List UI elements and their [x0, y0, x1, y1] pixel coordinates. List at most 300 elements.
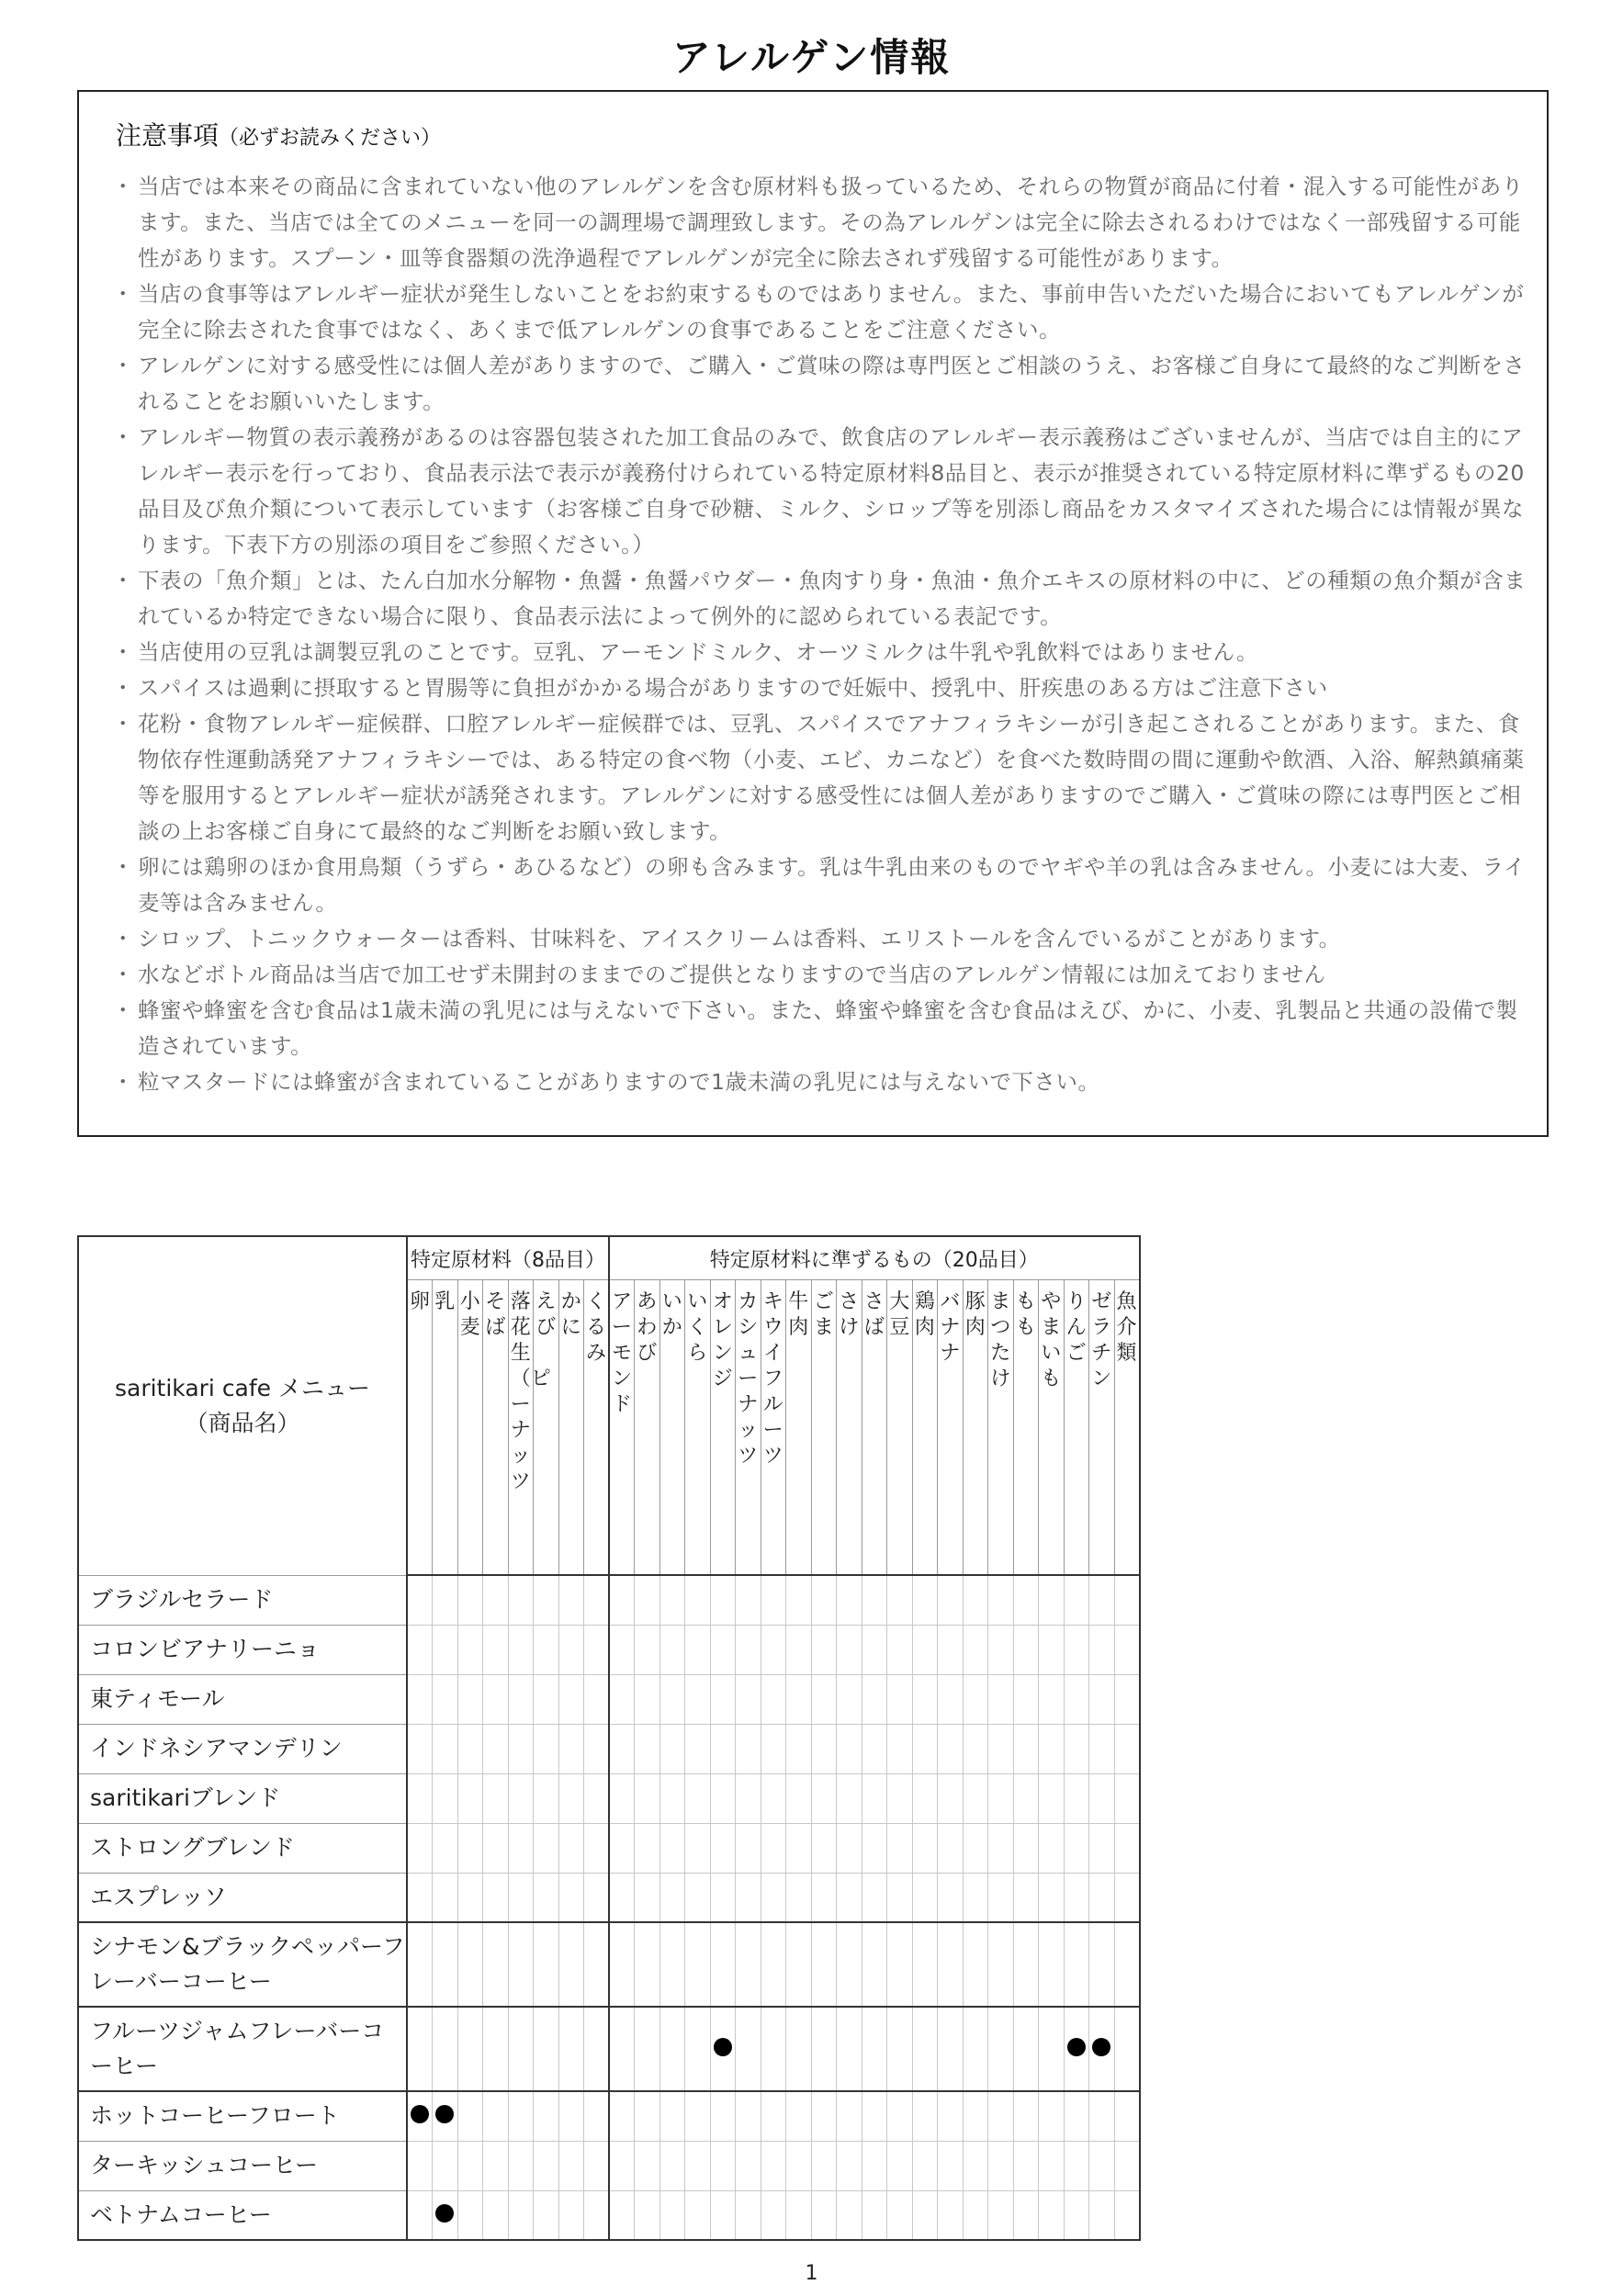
allergen-cell	[938, 1724, 964, 1773]
allergen-cell	[1089, 2190, 1115, 2240]
allergen-header	[483, 1280, 509, 1576]
allergen-cell	[761, 1625, 786, 1674]
allergen-cell	[1089, 2007, 1115, 2091]
allergen-cell	[862, 1773, 887, 1823]
allergen-label: あわび	[637, 1290, 658, 1365]
allergen-cell	[407, 1625, 433, 1674]
allergen-cell	[635, 1674, 660, 1724]
allergen-cell	[710, 1773, 736, 1823]
allergen-cell	[1064, 2190, 1089, 2240]
allergen-cell	[433, 2091, 458, 2141]
menu-item-name: コロンビアナリーニョ	[78, 1625, 407, 1674]
allergen-cell	[862, 2190, 887, 2240]
allergen-cell	[508, 2091, 534, 2141]
allergen-cell	[887, 1674, 913, 1724]
allergen-cell	[786, 1922, 812, 2007]
allergen-header	[912, 1280, 938, 1576]
allergen-cell	[761, 2141, 786, 2190]
allergen-cell	[508, 1873, 534, 1922]
allergen-cell	[685, 2091, 711, 2141]
allergen-header	[534, 1280, 559, 1576]
allergen-header	[584, 1280, 610, 1576]
menu-item-name: ストロングブレンド	[78, 1823, 407, 1873]
allergen-cell	[483, 1773, 509, 1823]
allergen-cell	[963, 1575, 988, 1625]
allergen-header	[811, 1280, 837, 1576]
allergen-cell	[558, 2141, 584, 2190]
notice-item: ・ 当店の食事等はアレルギー症状が発生しないことをお約束するものではありません。また、事前申告いただいた場合においてもアレルゲンが完全に除去された食事ではなく、あくまで低アレルゲンの食事であることをご注意ください。	[116, 276, 1534, 348]
allergen-cell	[558, 1922, 584, 2007]
allergen-cell	[1013, 1674, 1039, 1724]
allergen-cell	[508, 1724, 534, 1773]
allergen-cell	[887, 1873, 913, 1922]
allergen-cell	[786, 1823, 812, 1873]
allergen-label: さば	[863, 1290, 885, 1339]
menu-row	[78, 1575, 1140, 1625]
menu-item-name: ホットコーヒーフロート	[78, 2091, 407, 2141]
allergen-cell	[609, 2007, 635, 2091]
menu-row	[78, 1823, 1140, 1873]
allergen-cell	[635, 1773, 660, 1823]
menu-row	[78, 2007, 1140, 2091]
allergen-cell	[685, 1674, 711, 1724]
allergen-cell	[659, 1773, 685, 1823]
allergen-cell	[433, 1773, 458, 1823]
notice-box	[77, 90, 1549, 1137]
allergen-label: カシューナッツ	[738, 1290, 759, 1468]
allergen-cell	[558, 1724, 584, 1773]
allergen-cell	[887, 1724, 913, 1773]
allergen-cell	[862, 1575, 887, 1625]
allergen-cell	[457, 1625, 483, 1674]
allergen-label: ごま	[813, 1290, 834, 1339]
allergen-label: くるみ	[586, 1290, 607, 1365]
notice-item: ・ アレルゲンに対する感受性には個人差がありますので、ご購入・ご賞味の際は専門医とご相談のうえ、お客様ご自身にて最終的なご判断をされることをお願いいたします。	[116, 348, 1534, 420]
allergen-cell	[1089, 2091, 1115, 2141]
allergen-header	[938, 1280, 964, 1576]
allergen-cell	[659, 1873, 685, 1922]
allergen-cell	[811, 1823, 837, 1873]
allergen-header	[685, 1280, 711, 1576]
group-header-equivalent: 特定原材料に準ずるもの（20品目）	[609, 1236, 1140, 1280]
allergen-cell	[508, 1575, 534, 1625]
allergen-cell	[433, 1922, 458, 2007]
allergen-cell	[710, 2007, 736, 2091]
menu-row	[78, 2190, 1140, 2240]
allergen-cell	[862, 2091, 887, 2141]
allergen-cell	[685, 2141, 711, 2190]
allergen-cell	[635, 1575, 660, 1625]
allergen-cell	[1039, 1873, 1065, 1922]
allergen-cell	[609, 1873, 635, 1922]
allergen-cell	[837, 2091, 862, 2141]
allergen-header	[837, 1280, 862, 1576]
allergen-cell	[887, 1625, 913, 1674]
allergen-cell	[710, 1724, 736, 1773]
allergen-cell	[912, 1575, 938, 1625]
allergen-cell	[1064, 2141, 1089, 2190]
allergen-cell	[1013, 1724, 1039, 1773]
allergen-cell	[407, 1575, 433, 1625]
allergen-cell	[811, 1674, 837, 1724]
allergen-cell	[862, 2141, 887, 2190]
allergen-cell	[887, 2190, 913, 2240]
allergen-label: りんご	[1065, 1290, 1087, 1365]
notice-heading	[116, 116, 1534, 152]
allergen-cell	[811, 1922, 837, 2007]
allergen-cell	[508, 1823, 534, 1873]
allergen-cell	[558, 1873, 584, 1922]
allergen-cell	[736, 2091, 761, 2141]
allergen-cell	[912, 2190, 938, 2240]
allergen-cell	[811, 2141, 837, 2190]
allergen-cell	[1114, 1773, 1140, 1823]
allergen-cell	[1114, 2190, 1140, 2240]
allergen-cell	[1089, 1625, 1115, 1674]
allergen-cell	[534, 2141, 559, 2190]
allergen-header	[736, 1280, 761, 1576]
allergen-cell	[534, 2091, 559, 2141]
allergen-cell	[938, 2091, 964, 2141]
allergen-cell	[483, 2091, 509, 2141]
allergen-cell	[407, 2190, 433, 2240]
allergen-cell	[811, 2007, 837, 2091]
allergen-cell	[710, 2141, 736, 2190]
allergen-label: そば	[485, 1290, 506, 1339]
contains-mark	[1092, 2038, 1110, 2056]
allergen-cell	[988, 1873, 1014, 1922]
allergen-cell	[710, 1625, 736, 1674]
allergen-cell	[407, 2007, 433, 2091]
menu-item-name: フルーツジャムフレーバーコーヒー	[78, 2007, 407, 2091]
notice-item: ・ 当店使用の豆乳は調製豆乳のことです。豆乳、アーモンドミルク、オーツミルクは牛乳や乳飲料ではありません。	[116, 635, 1534, 670]
allergen-cell	[635, 2190, 660, 2240]
menu-item-name: ブラジルセラード	[78, 1575, 407, 1625]
allergen-cell	[1013, 2141, 1039, 2190]
allergen-cell	[837, 2141, 862, 2190]
menu-item-name: エスプレッソ	[78, 1873, 407, 1922]
allergen-cell	[786, 1724, 812, 1773]
allergen-cell	[1089, 1674, 1115, 1724]
allergen-cell	[837, 1773, 862, 1823]
allergen-cell	[862, 2007, 887, 2091]
allergen-cell	[659, 2190, 685, 2240]
allergen-cell	[736, 1773, 761, 1823]
allergen-cell	[736, 2141, 761, 2190]
allergen-cell	[609, 2091, 635, 2141]
allergen-cell	[685, 1773, 711, 1823]
allergen-cell	[558, 2190, 584, 2240]
allergen-cell	[609, 1575, 635, 1625]
allergen-cell	[736, 1823, 761, 1873]
allergen-cell	[1064, 1823, 1089, 1873]
allergen-cell	[635, 2091, 660, 2141]
allergen-cell	[1039, 1823, 1065, 1873]
allergen-cell	[1114, 2091, 1140, 2141]
allergen-cell	[786, 1773, 812, 1823]
allergen-cell	[457, 1922, 483, 2007]
allergen-label: 牛肉	[788, 1290, 809, 1339]
allergen-cell	[988, 1625, 1014, 1674]
allergen-cell	[837, 1575, 862, 1625]
allergen-cell	[483, 1823, 509, 1873]
allergen-cell	[1013, 1823, 1039, 1873]
allergen-cell	[584, 1823, 610, 1873]
allergen-cell	[534, 1625, 559, 1674]
allergen-cell	[912, 2007, 938, 2091]
allergen-cell	[837, 1724, 862, 1773]
menu-row	[78, 1674, 1140, 1724]
page-number: 1	[805, 2262, 818, 2285]
allergen-cell	[685, 1625, 711, 1674]
allergen-cell	[988, 1922, 1014, 2007]
allergen-cell	[786, 1575, 812, 1625]
allergen-cell	[407, 1724, 433, 1773]
allergen-cell	[635, 1873, 660, 1922]
menu-row	[78, 1873, 1140, 1922]
allergen-cell	[609, 1674, 635, 1724]
allergen-cell	[1089, 1575, 1115, 1625]
allergen-cell	[887, 2141, 913, 2190]
allergen-table	[77, 1235, 1141, 2241]
allergen-header	[963, 1280, 988, 1576]
allergen-cell	[786, 1873, 812, 1922]
allergen-cell	[912, 2141, 938, 2190]
allergen-label: やまいも	[1041, 1290, 1062, 1390]
contains-mark	[435, 2204, 454, 2223]
allergen-label: 乳	[434, 1290, 456, 1313]
allergen-cell	[483, 2190, 509, 2240]
allergen-cell	[988, 1674, 1014, 1724]
allergen-cell	[887, 2091, 913, 2141]
allergen-cell	[887, 1773, 913, 1823]
allergen-cell	[483, 2007, 509, 2091]
allergen-cell	[736, 1724, 761, 1773]
allergen-cell	[635, 1922, 660, 2007]
allergen-cell	[1064, 1724, 1089, 1773]
allergen-cell	[963, 2007, 988, 2091]
allergen-cell	[736, 1575, 761, 1625]
allergen-cell	[862, 1873, 887, 1922]
allergen-label: いくら	[687, 1290, 708, 1365]
allergen-cell	[685, 2190, 711, 2240]
allergen-cell	[811, 1873, 837, 1922]
allergen-label: 小麦	[459, 1290, 480, 1339]
allergen-cell	[584, 1674, 610, 1724]
allergen-cell	[457, 1575, 483, 1625]
allergen-cell	[938, 1823, 964, 1873]
menu-row	[78, 1724, 1140, 1773]
allergen-cell	[457, 2091, 483, 2141]
allergen-cell	[963, 2091, 988, 2141]
allergen-cell	[433, 2141, 458, 2190]
menu-header-line2: （商品名）	[185, 1409, 300, 1436]
allergen-cell	[912, 1674, 938, 1724]
allergen-cell	[988, 1724, 1014, 1773]
allergen-cell	[1039, 1922, 1065, 2007]
allergen-cell	[659, 2091, 685, 2141]
allergen-cell	[887, 1823, 913, 1873]
allergen-cell	[407, 1823, 433, 1873]
allergen-cell	[938, 1625, 964, 1674]
allergen-cell	[938, 1674, 964, 1724]
allergen-cell	[938, 1773, 964, 1823]
allergen-cell	[1039, 1674, 1065, 1724]
allergen-cell	[862, 1674, 887, 1724]
allergen-cell	[534, 1922, 559, 2007]
allergen-cell	[938, 2190, 964, 2240]
allergen-cell	[534, 1823, 559, 1873]
allergen-cell	[685, 2007, 711, 2091]
allergen-cell	[534, 1873, 559, 1922]
allergen-cell	[457, 1773, 483, 1823]
allergen-cell	[534, 2190, 559, 2240]
allergen-header	[761, 1280, 786, 1576]
allergen-cell	[912, 1625, 938, 1674]
allergen-cell	[837, 1922, 862, 2007]
allergen-header	[558, 1280, 584, 1576]
allergen-cell	[609, 1823, 635, 1873]
allergen-cell	[1064, 2007, 1089, 2091]
notice-item: ・ 下表の「魚介類」とは、たん白加水分解物・魚醤・魚醤パウダー・魚肉すり身・魚油・魚介エキスの原材料の中に、どの種類の魚介類が含まれているか特定できない場合に限り、食品表示法によって例外的に認められている表記です。	[116, 563, 1534, 635]
allergen-cell	[736, 1674, 761, 1724]
allergen-cell	[1114, 2141, 1140, 2190]
allergen-cell	[483, 1625, 509, 1674]
allergen-cell	[558, 1823, 584, 1873]
allergen-table-body	[78, 1575, 1140, 2240]
allergen-cell	[963, 1823, 988, 1873]
allergen-label: キウイフルーツ	[762, 1290, 783, 1468]
allergen-cell	[659, 1823, 685, 1873]
allergen-cell	[584, 2141, 610, 2190]
menu-item-name: シナモン&ブラックペッパーフレーバーコーヒー	[78, 1922, 407, 2007]
allergen-cell	[1089, 1873, 1115, 1922]
allergen-cell	[1039, 1724, 1065, 1773]
allergen-cell	[786, 2007, 812, 2091]
allergen-cell	[963, 1873, 988, 1922]
allergen-cell	[887, 1575, 913, 1625]
allergen-cell	[710, 2091, 736, 2141]
allergen-cell	[433, 2190, 458, 2240]
allergen-cell	[786, 1674, 812, 1724]
allergen-cell	[988, 2190, 1014, 2240]
allergen-cell	[988, 1823, 1014, 1873]
allergen-header	[659, 1280, 685, 1576]
allergen-cell	[1013, 1922, 1039, 2007]
allergen-cell	[685, 1575, 711, 1625]
allergen-cell	[635, 1823, 660, 1873]
allergen-cell	[433, 1823, 458, 1873]
allergen-label: バナナ	[940, 1290, 961, 1365]
allergen-cell	[862, 1724, 887, 1773]
allergen-cell	[584, 2091, 610, 2141]
allergen-header	[609, 1280, 635, 1576]
allergen-cell	[584, 2007, 610, 2091]
allergen-cell	[887, 2007, 913, 2091]
allergen-cell	[963, 1922, 988, 2007]
allergen-cell	[534, 2007, 559, 2091]
allergen-cell	[508, 2141, 534, 2190]
allergen-cell	[811, 2190, 837, 2240]
allergen-cell	[584, 1773, 610, 1823]
allergen-cell	[1039, 1625, 1065, 1674]
allergen-cell	[1039, 2091, 1065, 2141]
allergen-label: 魚介類	[1116, 1290, 1137, 1365]
allergen-cell	[837, 1823, 862, 1873]
allergen-cell	[457, 1873, 483, 1922]
allergen-label: かに	[560, 1290, 581, 1339]
allergen-cell	[938, 2007, 964, 2091]
allergen-cell	[508, 1625, 534, 1674]
allergen-cell	[912, 1922, 938, 2007]
allergen-header	[1114, 1280, 1140, 1576]
allergen-cell	[988, 2141, 1014, 2190]
allergen-cell	[710, 1674, 736, 1724]
allergen-cell	[938, 1922, 964, 2007]
allergen-cell	[1089, 1724, 1115, 1773]
allergen-cell	[963, 1773, 988, 1823]
allergen-cell	[483, 1724, 509, 1773]
allergen-cell	[508, 1922, 534, 2007]
allergen-cell	[483, 1575, 509, 1625]
notice-item: ・ 当店では本来その商品に含まれていない他のアレルゲンを含む原材料も扱っているため、それらの物質が商品に付着・混入する可能性があります。また、当店では全てのメニューを同一の調理場で調理致します。その為アレルゲンは完全に除去されるわけではなく一部残留する可能性があります。スプーン・皿等食器類の洗浄過程でアレルゲンが完全に除去されず残留する可能性があります。	[116, 169, 1534, 276]
allergen-cell	[1064, 1922, 1089, 2007]
allergen-cell	[433, 1873, 458, 1922]
allergen-cell	[584, 1873, 610, 1922]
allergen-cell	[736, 2007, 761, 2091]
allergen-label: 大豆	[889, 1290, 910, 1339]
allergen-cell	[584, 1575, 610, 1625]
allergen-cell	[1114, 1922, 1140, 2007]
allergen-cell	[407, 2091, 433, 2141]
allergen-cell	[584, 1922, 610, 2007]
allergen-cell	[710, 1922, 736, 2007]
allergen-cell	[761, 1773, 786, 1823]
allergen-cell	[659, 1922, 685, 2007]
allergen-cell	[786, 2091, 812, 2141]
notice-item: ・ スパイスは過剰に摂取すると胃腸等に負担がかかる場合がありますので妊娠中、授乳中、肝疾患のある方はご注意下さい	[116, 670, 1534, 706]
allergen-cell	[659, 1724, 685, 1773]
allergen-cell	[710, 1823, 736, 1873]
menu-row	[78, 1922, 1140, 2007]
allergen-cell	[837, 2007, 862, 2091]
allergen-cell	[1089, 2141, 1115, 2190]
allergen-cell	[938, 2141, 964, 2190]
allergen-cell	[1039, 2190, 1065, 2240]
allergen-cell	[1114, 1674, 1140, 1724]
allergen-cell	[811, 1625, 837, 1674]
allergen-cell	[1114, 1724, 1140, 1773]
allergen-cell	[837, 1873, 862, 1922]
allergen-cell	[558, 1674, 584, 1724]
menu-item-name: 東ティモール	[78, 1674, 407, 1724]
allergen-cell	[862, 1625, 887, 1674]
allergen-cell	[534, 1575, 559, 1625]
allergen-cell	[457, 1823, 483, 1873]
notice-item: ・ シロップ、トニックウォーターは香料、甘味料を、アイスクリームは香料、エリストールを含んでいるがことがあります。	[116, 921, 1534, 957]
allergen-cell	[761, 1823, 786, 1873]
contains-mark	[714, 2038, 732, 2056]
contains-mark	[411, 2105, 429, 2123]
allergen-cell	[912, 1724, 938, 1773]
menu-item-name: ターキッシュコーヒー	[78, 2141, 407, 2190]
allergen-cell	[761, 2091, 786, 2141]
allergen-cell	[1089, 1773, 1115, 1823]
allergen-cell	[1114, 1823, 1140, 1873]
allergen-header	[1013, 1280, 1039, 1576]
allergen-cell	[761, 1873, 786, 1922]
allergen-cell	[912, 1823, 938, 1873]
